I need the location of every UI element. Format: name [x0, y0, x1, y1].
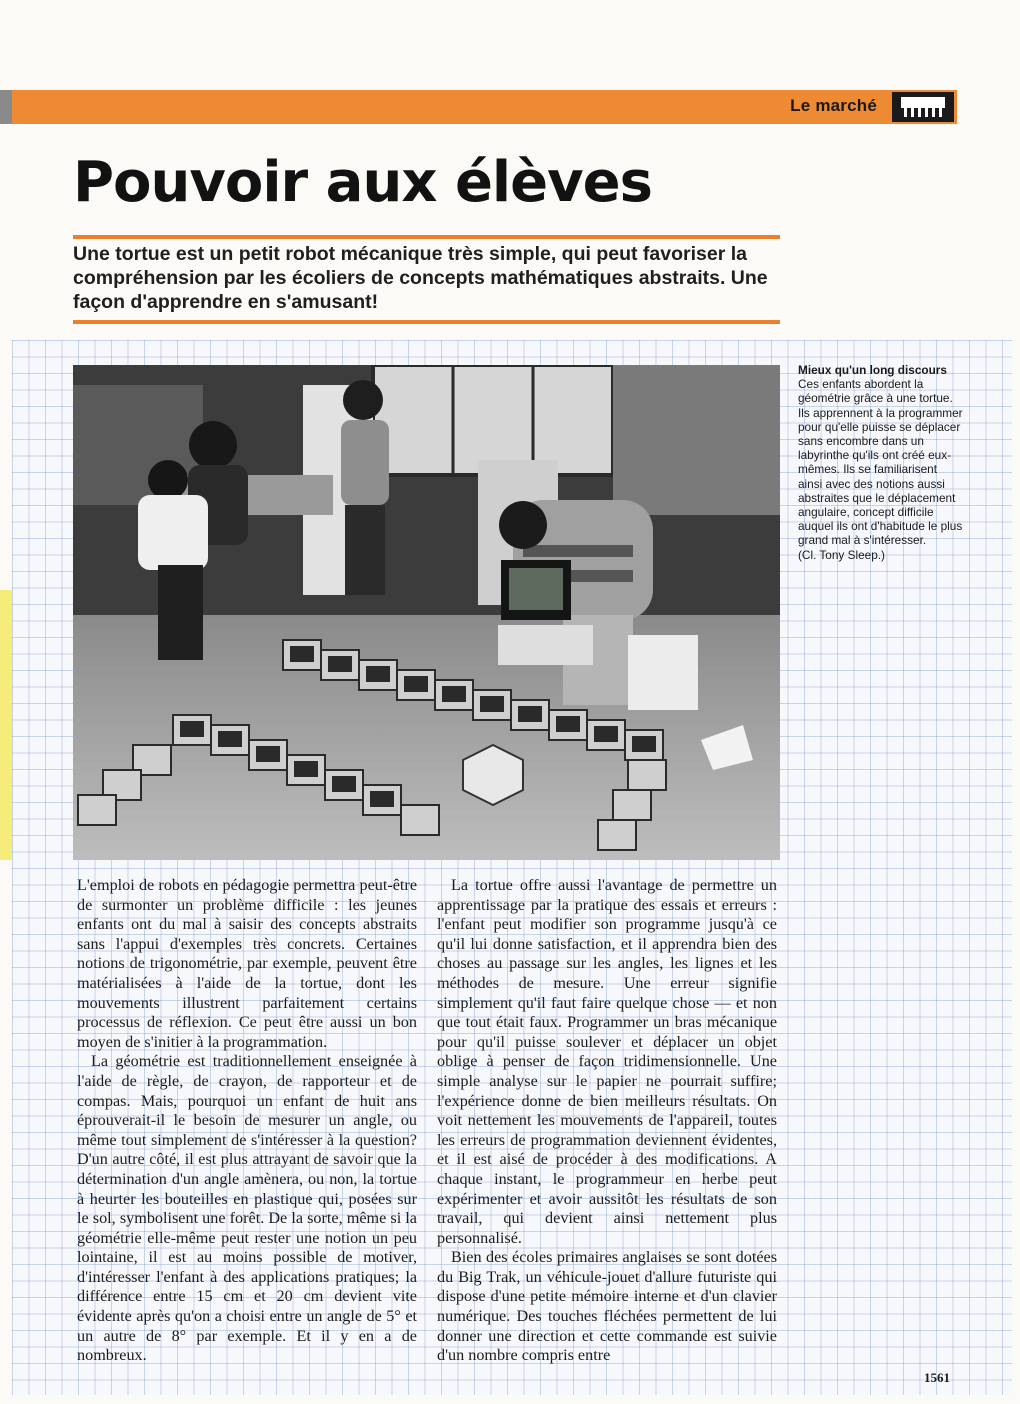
body-paragraph: La tortue offre aussi l'avantage de permettre un apprentissage par la pratique des essais et erreurs : l'enfant peut modifier son programme jusqu'à ce qu'il lui donne satisfaction, et il apprendra bien des choses au passage sur les angles, les lignes et les méthodes de mesure. Une erreur signifie simplement qu'il faut faire quelque chose — et non que tout était faux. Programmer un bras mécanique pour qu'il puisse soulever et déplacer un objet oblige à penser de façon tridimensionnelle. Une simple analyse sur le papier ne pourrait suffire; l'expérience donne de bien meilleurs résultats. On voit nettement les mouvements de l'appareil, toutes les erreurs de programmation deviennent évidentes, et il est aisé de procéder à des modifications. A chaque instant, le programmeur en herbe peut expérimenter et avoir aussitôt les résultats de son travail, qui devient ainsi nettement plus personnalisé.: [437, 876, 777, 1247]
title-rule: [73, 235, 780, 239]
caption-body: Ces enfants abordent la géométrie grâce à une tortue. Ils apprennent à la programmer pour qu'elle puisse se déplacer sans encombre dans un labyrinthe qu'ils ont créé eux-mêmes. Ils se familiarisent ainsi avec des notions aussi abstraites que le déplacement angulaire, concept difficile auquel ils ont d'habitude le plus grand mal à s'intéresser.: [798, 377, 963, 548]
body-paragraph: L'emploi de robots en pédagogie permettra peut-être de surmonter un problème difficile : les jeunes enfants ont du mal à saisir des concepts abstraits sans l'appui d'exemples très concrets. Certaines notions de trigonométrie, par exemple, peuvent être matérialisées à l'aide de la tortue, dont les mouvements illustrent parfaitement certains processus de réflexion. Ce peut être aussi un bon moyen de s'initier à la programmation.: [77, 876, 417, 1051]
lede-rule: [73, 320, 780, 324]
section-label: Le marché: [790, 96, 877, 115]
body-column-right: [437, 876, 777, 1366]
caption-credit: (Cl. Tony Sleep.): [798, 547, 885, 562]
caption-title: Mieux qu'un long discours: [798, 363, 947, 377]
chip-icon: [892, 92, 954, 122]
body-column-left: [77, 876, 417, 1366]
section-header-bar: [12, 90, 957, 124]
page-number: 1561: [924, 1370, 950, 1385]
page-edge-tab: [0, 590, 12, 860]
classroom-photo: [73, 365, 780, 860]
photo-caption: [798, 363, 963, 562]
page-edge-marker: [0, 90, 12, 124]
article-lede: Une tortue est un petit robot mécanique très simple, qui peut favoriser la compréhension par les écoliers de concepts mathématiques abstraits. Une façon d'apprendre en s'amusant!: [73, 243, 768, 313]
body-paragraph: Bien des écoles primaires anglaises se sont dotées du Big Trak, un véhicule-jouet d'allure futuriste qui dispose d'une petite mémoire interne et d'un clavier numérique. Des touches fléchées permettent de lui donner une direction et cette commande est suivie d'un nombre compris entre: [437, 1248, 777, 1365]
body-paragraph: La géométrie est traditionnellement enseignée à l'aide de règle, de crayon, de rapporteur et de compas. Mais, pourquoi un enfant de huit ans éprouverait-il le besoin de mesurer un angle, ou même tout simplement de s'intéresser à la question? D'un autre côté, il est plus attrayant de savoir que la détermination d'un angle amènera, ou non, la tortue à heurter les bouteilles en plastique qui, posées sur le sol, symbolisent une forêt. De la sorte, même si la géométrie elle-même peut rester une notion un peu lointaine, il est au moins possible de motiver, d'intéresser l'enfant à des applications pratiques; la différence entre 15 cm et 20 cm devient vite évidente après qu'on a choisi entre un angle de 5° et un autre de 8° par exemple. Et il y en a de nombreux.: [77, 1052, 417, 1365]
article-title: Pouvoir aux élèves: [73, 150, 652, 215]
